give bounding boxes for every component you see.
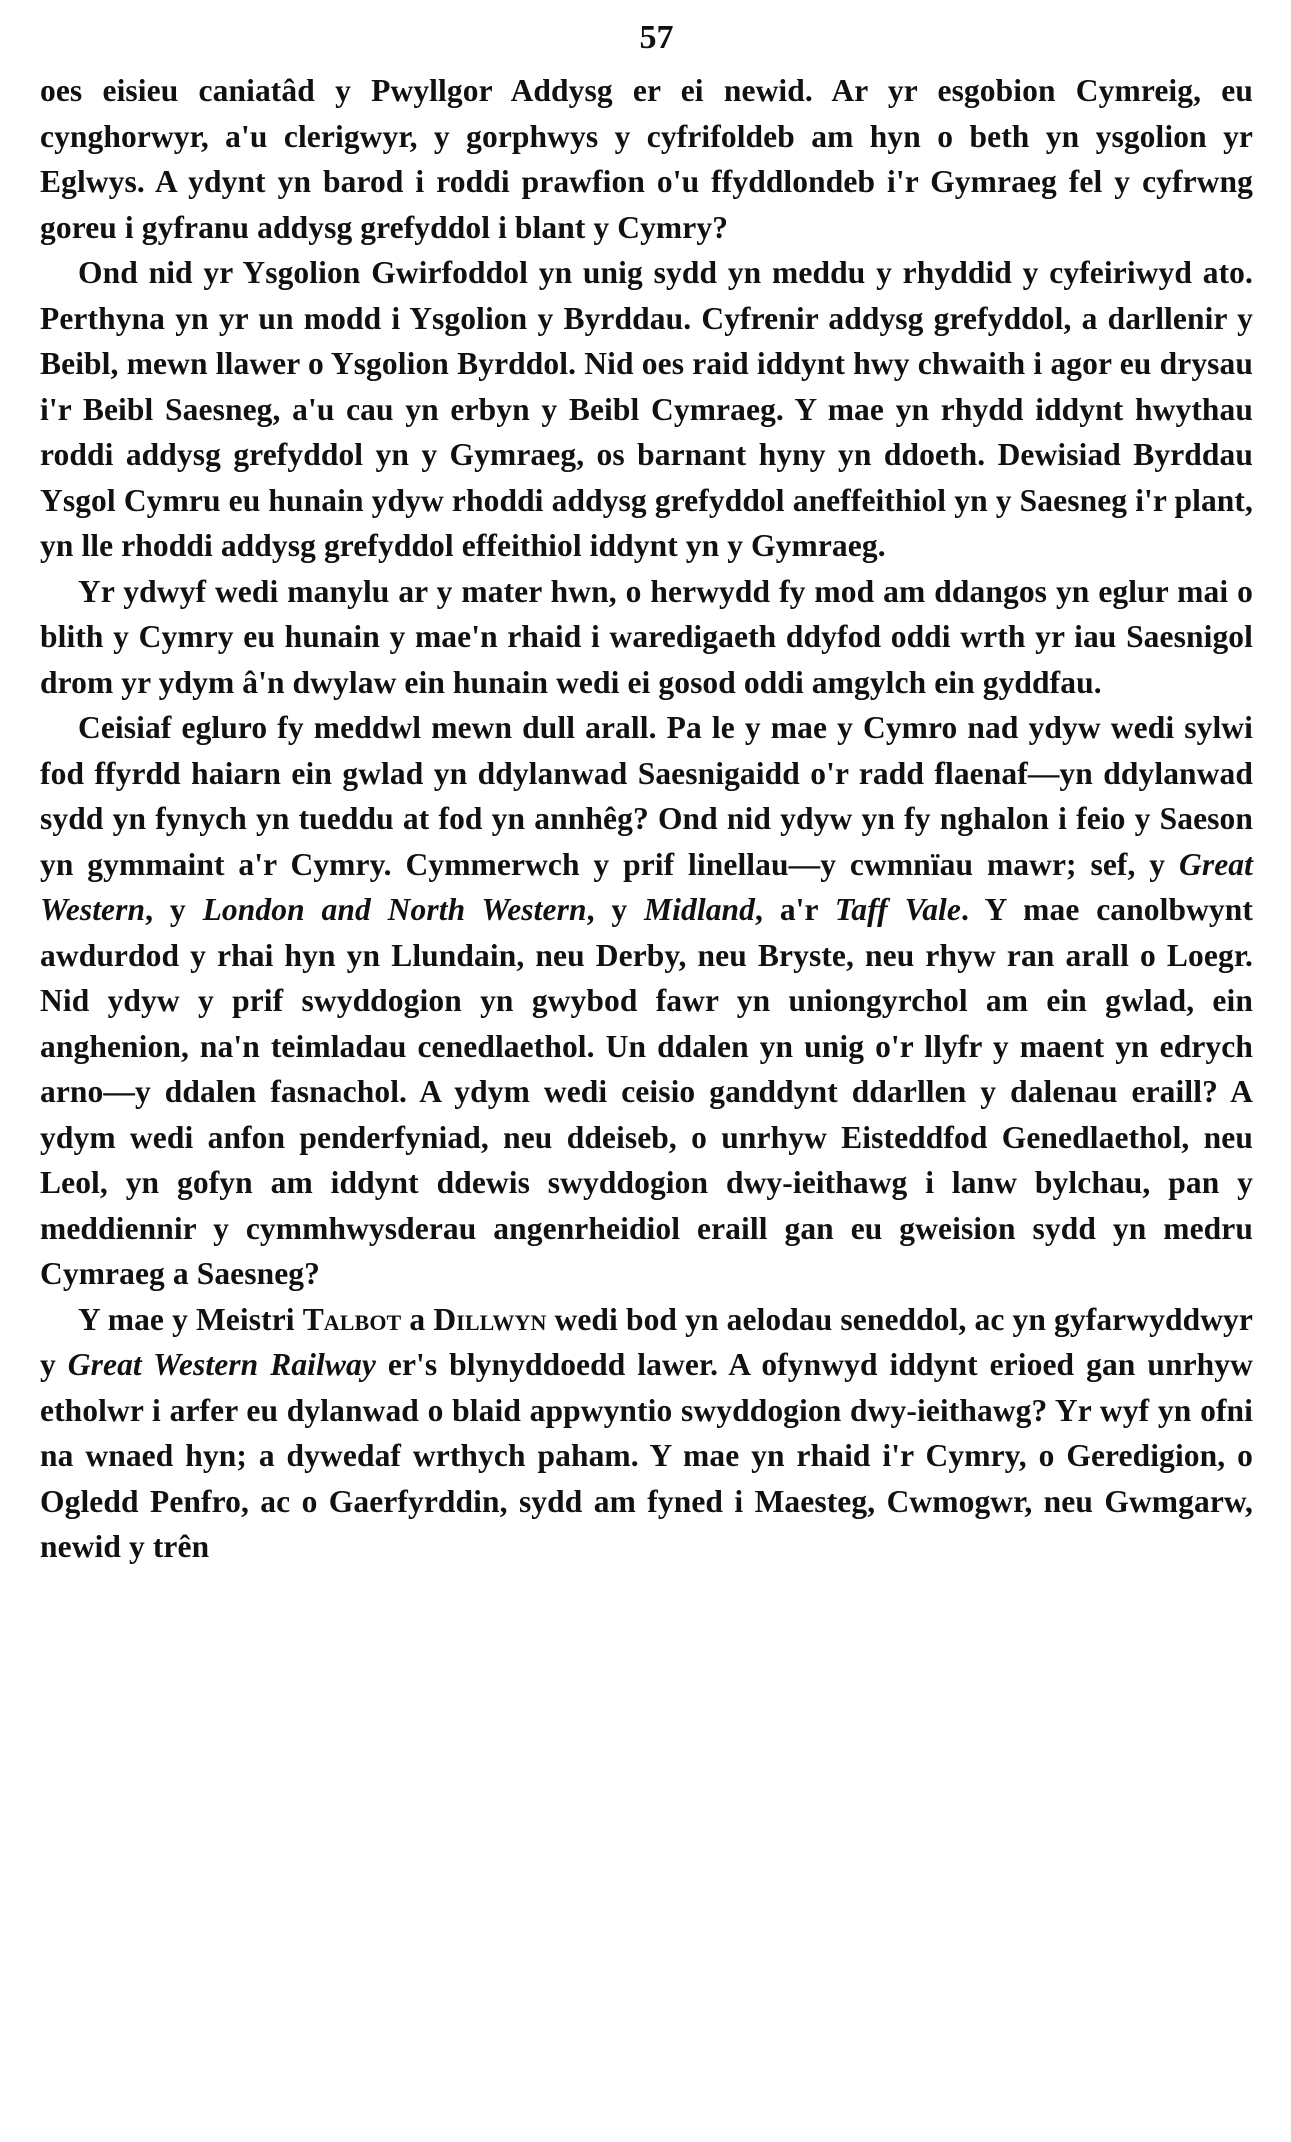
person-name-talbot: Talbot [302, 1301, 402, 1337]
paragraph-5-run-1: Y mae y Meistri [78, 1301, 303, 1337]
paragraph-5-run-7: er's blynyddoedd lawer. A ofynwyd iddynt erioed gan unrhyw etholwr i arfer eu dylanwad o blaid appwyntio swyddogion dwy-ieithawg? Yr wyf yn ofni na wnaed hyn; a dywedaf wrthych paham. Y mae yn rhaid i'r Cymry, o Geredigion, o Ogledd Penfro, ac o Gaerfyrddin, sydd am fyned i Maesteg, Cwmogwr, neu Gwmgarw, newid y trên [40, 1347, 1253, 1564]
railway-name-midland: Midland [644, 892, 756, 927]
body-text [40, 68, 1253, 1570]
paragraph-4-run-9: . Y mae canolbwynt awdurdod y rhai hyn yn Llundain, neu Derby, neu Bryste, neu rhyw ran arall o Loegr. Nid ydyw y prif swyddogion yn gwybod fawr yn uniongyrchol am ein gwlad, ein anghenion, na'n teimladau cenedlaethol. Un ddalen yn unig o'r llyfr y maent yn edrych arno—y ddalen fasnachol. A ydym wedi ceisio ganddynt ddarllen y dalenau eraill? A ydym wedi anfon penderfyniad, neu ddeiseb, o unrhyw Eisteddfod Genedlaethol, neu Leol, yn gofyn am iddynt ddewis swyddogion dwy-ieithawg i lanw bylchau, pan y meddiennir y cymmhwysderau angenrheidiol eraill gan eu gweision sydd yn medru Cymraeg a Saesneg? [40, 892, 1253, 1291]
paragraph-5-run-3: a [401, 1301, 434, 1337]
railway-name-london-north-western: London and North Western [202, 892, 587, 927]
paragraph-1-run-1: oes eisieu caniatâd y Pwyllgor Addysg er ei newid. Ar yr esgobion Cymreig, eu cynghorwyr, a'u clerigwyr, y gorphwys y cyfrifoldeb am hyn o beth yn ysgolion yr Eglwys. A ydynt yn barod i roddi prawfion o'u ffyddlondeb i'r Gymraeg fel y cyfrwng goreu i gyfranu addysg grefyddol i blant y Cymry? [40, 73, 1253, 245]
railway-name-great-western-railway: Great Western Railway [67, 1347, 376, 1382]
paragraph-3-run-1: Yr ydwyf wedi manylu ar y mater hwn, o herwydd fy mod am ddangos yn eglur mai o blith y Cymry eu hunain y mae'n rhaid i waredigaeth ddyfod oddi wrth yr iau Saesnigol drom yr ydym â'n dwylaw ein hunain wedi ei gosod oddi amgylch ein gyddfau. [40, 573, 1253, 700]
paragraph-4 [40, 705, 1253, 1297]
paragraph-4-run-5: , y [586, 892, 645, 927]
page-number: 57 [639, 19, 674, 56]
paragraph-2-run-1: Ond nid yr Ysgolion Gwirfoddol yn unig sydd yn meddu y rhyddid y cyfeiriwyd ato. Perthyna yn yr un modd i Ysgolion y Byrddau. Cyfrenir addysg grefyddol, a darllenir y Beibl, mewn llawer o Ysgolion Byrddol. Nid oes raid iddynt hwy chwaith i agor eu drysau i'r Beibl Saesneg, a'u cau yn erbyn y Beibl Cymraeg. Y mae yn rhydd iddynt hwythau roddi addysg grefyddol yn y Gymraeg, os barnant hyny yn ddoeth. Dewisiad Byrddau Ysgol Cymru eu hunain ydyw rhoddi addysg grefyddol aneffeithiol yn y Saesneg i'r plant, yn lle rhoddi addysg grefyddol effeithiol iddynt yn y Gymraeg. [40, 255, 1253, 563]
paragraph-4-run-1: Ceisiaf egluro fy meddwl mewn dull arall. Pa le y mae y Cymro nad ydyw wedi sylwi fod ffyrdd haiarn ein gwlad yn ddylanwad Saesnigaidd o'r radd flaenaf—yn ddylanwad sydd yn fynych yn tueddu at fod yn annhêg? Ond nid ydyw yn fy nghalon i feio y Saeson yn gymmaint a'r Cymry. Cymmerwch y prif linellau—y cwmnïau mawr; sef, y [40, 710, 1253, 882]
paragraph-2 [40, 250, 1253, 569]
railway-name-taff-vale: Taff Vale [834, 892, 961, 927]
paragraph-1 [40, 68, 1253, 250]
paragraph-3 [40, 569, 1253, 706]
paragraph-5 [40, 1297, 1253, 1570]
paragraph-4-run-3: , y [145, 892, 203, 927]
paragraph-4-run-7: , a'r [755, 892, 835, 927]
person-name-dillwyn: Dillwyn [433, 1301, 547, 1337]
paragraph-5-run-5: wedi bod yn aelodau seneddol, ac yn gyfarwyddwyr y [40, 1301, 1253, 1382]
railway-name-great-western: Great Western [40, 846, 1253, 927]
